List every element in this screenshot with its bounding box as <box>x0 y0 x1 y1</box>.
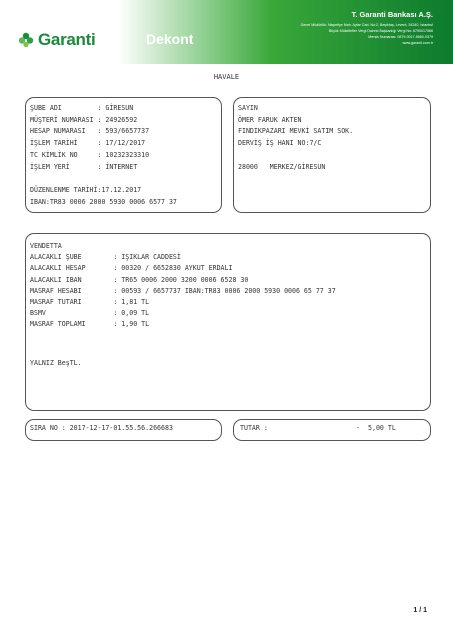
sequence-number: SIRA NO : 2017-12-17-01.55.56.266683 <box>30 424 173 432</box>
detail-line: MASRAF TOPLAMI : 1,90 TL <box>30 320 150 329</box>
recipient-line: 28000 MERKEZ/GİRESUN <box>238 162 326 171</box>
recipient-line: FINDIKPAZARI MEVKİ SATIM SOK. <box>238 127 354 136</box>
issue-date-line: DÜZENLENME TARİHİ:17.12.2017 <box>30 185 142 194</box>
detail-line: ALACAKLI HESAP : 00320 / 6652830 AYKUT ERDALI <box>30 264 233 273</box>
recipient-line: ÖMER FARUK AKTEN <box>238 115 302 124</box>
detail-line: VENDETTA <box>30 242 62 250</box>
account-info-line: TC KİMLİK NO : 10232323310 <box>30 150 150 159</box>
detail-line: ALACAKLI ŞUBE : IŞIKLAR CADDESİ <box>30 253 181 262</box>
amount-in-words: YALNIZ BeşTL. <box>30 359 82 367</box>
total-amount-minus: - <box>356 424 360 432</box>
iban-line: IBAN:TR83 0006 2000 5930 0006 6577 37 <box>30 197 177 206</box>
bank-name: T. Garanti Bankası A.Ş. <box>351 10 433 19</box>
detail-line: MASRAF HESABI : 00593 / 6657737 IBAN:TR83 0006 2000 5930 0006 65 77 37 <box>30 286 336 295</box>
total-amount-label: TUTAR : <box>240 424 268 432</box>
clover-logo-icon <box>18 32 34 48</box>
detail-line: MASRAF TUTARI : 1,81 TL <box>30 298 150 306</box>
bank-address-line: Genel Müdürlük: Nispetiye Mah. Aytar Cad. No:2, Beşiktaş, Levent, 34340, İstanbul <box>300 23 433 27</box>
account-info-line: MÜŞTERİ NUMARASI : 24926592 <box>30 115 138 124</box>
document-type-title: Dekont <box>146 31 194 47</box>
bank-address-line: Mersis Numarası: 0879-0017-5660-0379 <box>368 35 433 39</box>
recipient-line: SAYIN <box>238 104 258 112</box>
account-info-line: ŞUBE ADI : GİRESUN <box>30 104 134 112</box>
account-info-line: İŞLEM TARİHİ : 17/12/2017 <box>30 139 146 148</box>
recipient-line: DERVİŞ İŞ HANI NO:7/C <box>238 139 322 148</box>
garanti-logo <box>18 30 95 50</box>
header <box>0 0 453 64</box>
detail-line: ALACAKLI IBAN : TR65 0006 2000 3200 0006 6528 30 <box>30 275 249 284</box>
page-number: 1 / 1 <box>413 607 427 614</box>
bank-address-line: Büyük Mükellefler Vergi Dairesi Başkanlığı Vergi No: 8790017566 <box>328 29 433 33</box>
transaction-title: HAVALE <box>213 73 240 81</box>
account-info-line: HESAP NUMARASI : 593/6657737 <box>30 127 150 136</box>
account-info-line: İŞLEM YERİ : İNTERNET <box>30 162 138 171</box>
detail-line: BSMV : 0,09 TL <box>30 309 150 318</box>
bank-website: www.garanti.com.tr <box>402 41 433 45</box>
total-amount-value: 5,00 TL <box>368 424 396 432</box>
logo-text: Garanti <box>38 30 96 49</box>
